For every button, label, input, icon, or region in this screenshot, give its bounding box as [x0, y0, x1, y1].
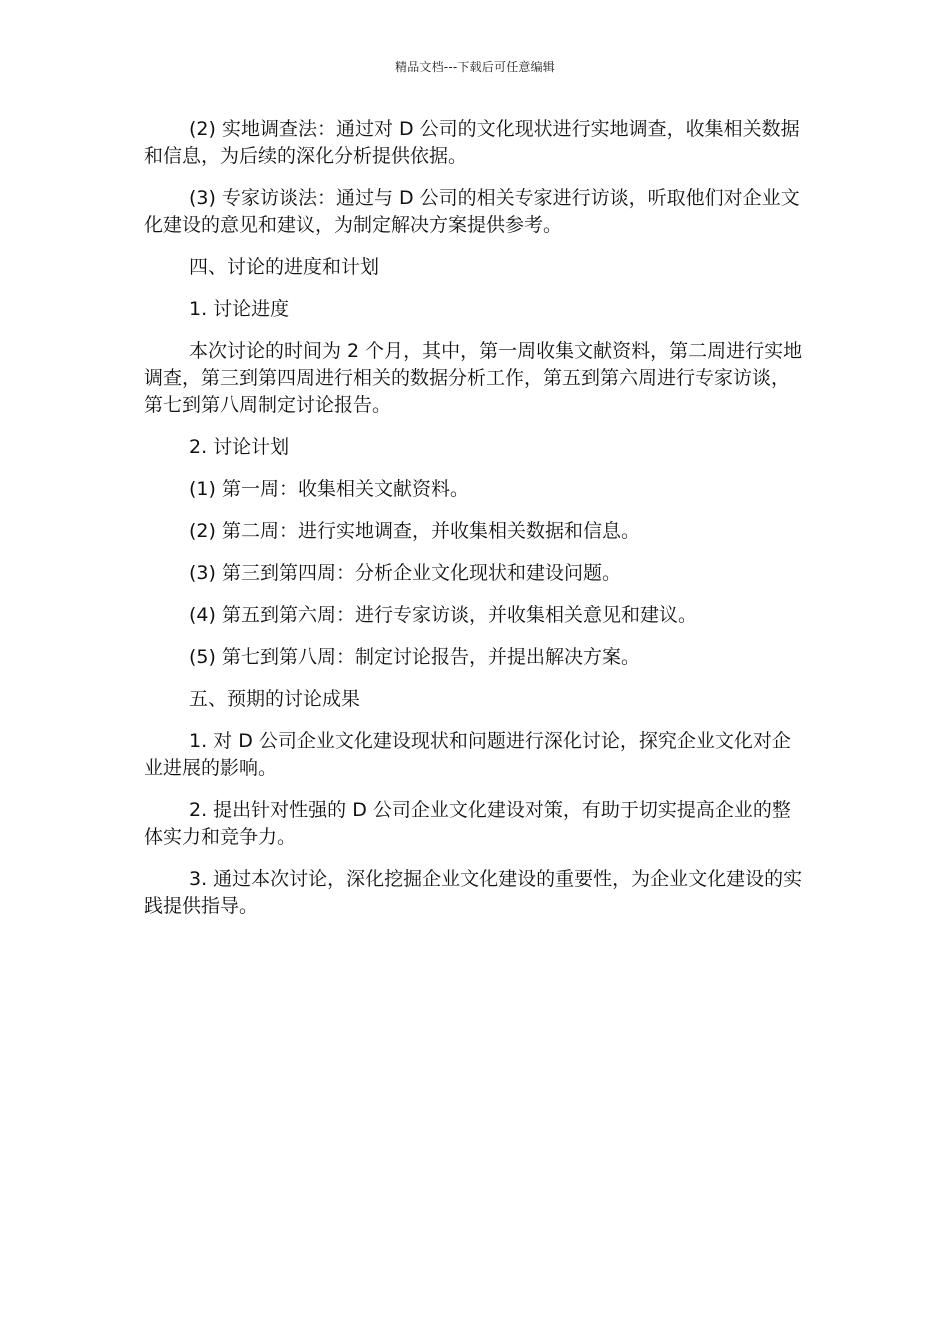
document-body: [144, 116, 808, 935]
outcome-item-3: 3. 通过本次讨论，深化挖掘企业文化建设的重要性，为企业文化建设的实践提供指导。: [144, 868, 803, 917]
paragraph-method-field-survey: (2) 实地调查法：通过对 D 公司的文化现状进行实地调查，收集相关数据和信息，为后续的深化分析提供依据。: [144, 118, 800, 167]
subheading-progress: 1. 讨论进度: [189, 298, 290, 320]
plan-item-5: (5) 第七到第八周：制定讨论报告，并提出解决方案。: [189, 646, 640, 668]
plan-item-1: (1) 第一周：收集相关文献资料。: [189, 478, 469, 500]
section-heading-schedule: 四、讨论的进度和计划: [189, 256, 380, 278]
page-header: 精品文档---下载后可任意编辑: [395, 60, 555, 74]
subheading-plan: 2. 讨论计划: [189, 436, 290, 458]
paragraph-method-expert-interview: (3) 专家访谈法：通过与 D 公司的相关专家进行访谈，听取他们对企业文化建设的意见和建议，为制定解决方案提供参考。: [144, 187, 800, 236]
plan-item-2: (2) 第二周：进行实地调查，并收集相关数据和信息。: [189, 520, 640, 542]
section-heading-outcomes: 五、预期的讨论成果: [189, 688, 361, 710]
paragraph-progress: 本次讨论的时间为 2 个月，其中，第一周收集文献资料，第二周进行实地调查，第三到第四周进行相关的数据分析工作，第五到第六周进行专家访谈，第七到第八周制定讨论报告。: [144, 340, 803, 416]
plan-item-3: (3) 第三到第四周：分析企业文化现状和建设问题。: [189, 562, 621, 584]
outcome-item-2: 2. 提出针对性强的 D 公司企业文化建设对策，有助于切实提高企业的整体实力和竞争力。: [144, 799, 791, 848]
plan-item-4: (4) 第五到第六周：进行专家访谈，并收集相关意见和建议。: [189, 604, 697, 626]
outcome-item-1: 1. 对 D 公司企业文化建设现状和问题进行深化讨论，探究企业文化对企业进展的影响。: [144, 730, 791, 779]
